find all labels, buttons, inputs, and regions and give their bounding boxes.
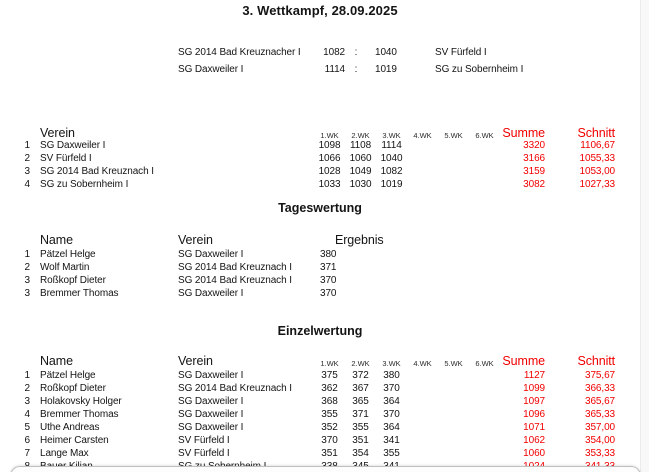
einzelwertung-row [0, 396, 649, 409]
rank-cell: 3 [24, 288, 30, 299]
name-cell: Roßkopf Dieter [40, 383, 106, 394]
summe-cell: 3159 [523, 166, 545, 177]
match-away-team: SV Fürfeld I [435, 47, 487, 58]
summe-cell: 1097 [523, 396, 545, 407]
team-table-row [0, 179, 649, 192]
verein-cell: SG Daxweiler I [40, 140, 106, 151]
einzelwertung-row [0, 435, 649, 448]
verein-cell: SG Daxweiler I [178, 409, 244, 420]
name-cell: Uthe Andreas [40, 422, 100, 433]
verein-cell: SV Fürfeld I [178, 448, 230, 459]
page-right-margin [641, 0, 649, 472]
wk3-column-header: 3.WK [382, 131, 401, 140]
schnitt-cell: 354,00 [585, 435, 615, 446]
match-results [0, 47, 649, 81]
einzelwertung-header [0, 354, 649, 371]
verein-cell: SG 2014 Bad Kreuznach I [178, 275, 292, 286]
wk3-cell: 364 [383, 422, 400, 433]
wk3-cell: 370 [383, 409, 400, 420]
wk2-cell: 1030 [349, 179, 372, 190]
verein-cell: SG Daxweiler I [178, 396, 244, 407]
rank-cell: 1 [24, 140, 30, 151]
wk1-cell: 362 [321, 383, 338, 394]
match-score-separator: : [354, 47, 358, 58]
wk3-cell: 1082 [380, 166, 403, 177]
wk1-cell: 1028 [318, 166, 341, 177]
wk1-column-header: 1.WK [320, 131, 339, 140]
match-away-score: 1019 [375, 64, 397, 75]
wk1-column-header: 1.WK [320, 359, 339, 368]
schnitt-cell: 1055,33 [579, 153, 615, 164]
name-cell: Pätzel Helge [40, 370, 96, 381]
wk1-cell: 370 [321, 435, 338, 446]
rank-cell: 2 [24, 262, 30, 273]
wk6-column-header: 6.WK [475, 359, 494, 368]
summe-cell: 1099 [523, 383, 545, 394]
rank-cell: 3 [24, 396, 30, 407]
wk3-cell: 380 [383, 370, 400, 381]
verein-cell: SG 2014 Bad Kreuznach I [40, 166, 154, 177]
wk2-cell: 354 [352, 448, 369, 459]
rank-cell: 3 [24, 275, 30, 286]
wk3-cell: 364 [383, 396, 400, 407]
team-table-row [0, 140, 649, 153]
schnitt-cell: 1053,00 [579, 166, 615, 177]
wk2-cell: 365 [352, 396, 369, 407]
einzelwertung-row [0, 409, 649, 422]
verein-column-header: Verein [178, 354, 213, 368]
match-home-score: 1082 [323, 47, 345, 58]
name-cell: Roßkopf Dieter [40, 275, 106, 286]
einzelwertung-row [0, 370, 649, 383]
tageswertung-row [0, 262, 649, 275]
ergebnis-cell: 370 [320, 275, 337, 286]
schnitt-cell: 357,00 [585, 422, 615, 433]
wk2-column-header: 2.WK [351, 359, 370, 368]
summe-cell: 3320 [523, 140, 545, 151]
einzelwertung-row [0, 383, 649, 396]
tageswertung-body [0, 249, 649, 301]
match-home-score: 1114 [324, 64, 345, 75]
verein-cell: SG Daxweiler I [178, 288, 244, 299]
match-score-separator: : [354, 64, 358, 75]
rank-cell: 4 [24, 179, 30, 190]
summe-column-header: Summe [502, 126, 545, 140]
rank-cell: 7 [24, 448, 30, 459]
tageswertung-row [0, 288, 649, 301]
name-cell: Heimer Carsten [40, 435, 109, 446]
verein-cell: SG zu Sobernheim I [40, 179, 129, 190]
name-column-header: Name [40, 233, 73, 247]
name-cell: Lange Max [40, 448, 89, 459]
verein-column-header: Verein [178, 233, 213, 247]
schnitt-cell: 353,33 [585, 448, 615, 459]
schnitt-column-header: Schnitt [577, 126, 615, 140]
wk1-cell: 352 [321, 422, 338, 433]
name-cell: Holakovsky Holger [40, 396, 122, 407]
summe-column-header: Summe [502, 354, 545, 368]
wk1-cell: 355 [321, 409, 338, 420]
tageswertung-heading: Tageswertung [278, 201, 362, 215]
wk5-column-header: 5.WK [444, 359, 463, 368]
match-away-score: 1040 [375, 47, 397, 58]
rank-cell: 2 [24, 153, 30, 164]
name-column-header: Name [40, 354, 73, 368]
tageswertung-header [0, 233, 649, 250]
summe-cell: 1060 [523, 448, 545, 459]
einzelwertung-body [0, 370, 649, 472]
page-right-edge [640, 0, 641, 472]
schnitt-cell: 365,67 [585, 396, 615, 407]
match-row [0, 47, 649, 64]
verein-cell: SV Fürfeld I [178, 435, 230, 446]
verein-cell: SG 2014 Bad Kreuznach I [178, 262, 292, 273]
wk1-cell: 351 [321, 448, 338, 459]
summe-cell: 3166 [523, 153, 545, 164]
wk2-cell: 372 [352, 370, 369, 381]
wk5-column-header: 5.WK [444, 131, 463, 140]
wk3-cell: 1114 [381, 140, 402, 151]
wk1-cell: 368 [321, 396, 338, 407]
einzelwertung-heading: Einzelwertung [277, 324, 363, 338]
wk4-column-header: 4.WK [413, 359, 432, 368]
name-cell: Wolf Martin [40, 262, 90, 273]
rank-cell: 6 [24, 435, 30, 446]
einzelwertung-row [0, 422, 649, 435]
verein-cell: SV Fürfeld I [40, 153, 92, 164]
verein-cell: SG Daxweiler I [178, 422, 244, 433]
wk3-cell: 355 [383, 448, 400, 459]
tageswertung-row [0, 249, 649, 262]
wk2-cell: 1049 [349, 166, 372, 177]
einzelwertung-row [0, 448, 649, 461]
summe-cell: 1071 [523, 422, 545, 433]
name-cell: Pätzel Helge [40, 249, 96, 260]
summe-cell: 1062 [523, 435, 545, 446]
match-home-team: SG Daxweiler I [178, 64, 244, 75]
team-table-row [0, 153, 649, 166]
schnitt-cell: 1106,67 [580, 140, 615, 151]
ergebnis-column-header: Ergebnis [335, 233, 384, 247]
wk2-cell: 351 [352, 435, 369, 446]
ergebnis-cell: 380 [320, 249, 337, 260]
rank-cell: 3 [24, 166, 30, 177]
name-cell: Bremmer Thomas [40, 409, 119, 420]
summe-cell: 1127 [523, 370, 545, 381]
schnitt-cell: 1027,33 [579, 179, 615, 190]
rank-cell: 4 [24, 409, 30, 420]
rank-cell: 5 [24, 422, 30, 433]
schnitt-column-header: Schnitt [577, 354, 615, 368]
wk1-cell: 1098 [318, 140, 341, 151]
summe-cell: 3082 [523, 179, 545, 190]
ergebnis-cell: 370 [320, 288, 337, 299]
page-title: 3. Wettkampf, 28.09.2025 [242, 3, 398, 18]
wk3-cell: 1019 [380, 179, 403, 190]
name-cell: Bremmer Thomas [40, 288, 119, 299]
team-table-body [0, 140, 649, 192]
team-table-row [0, 166, 649, 179]
next-page-top-edge [10, 466, 641, 472]
wk6-column-header: 6.WK [475, 131, 494, 140]
wk2-cell: 1108 [349, 140, 372, 151]
wk1-cell: 1033 [318, 179, 341, 190]
match-row [0, 64, 649, 81]
rank-cell: 1 [24, 249, 30, 260]
wk1-cell: 375 [321, 370, 338, 381]
wk2-cell: 355 [352, 422, 369, 433]
wk3-cell: 1040 [380, 153, 403, 164]
schnitt-cell: 375,67 [585, 370, 615, 381]
wk2-cell: 367 [352, 383, 369, 394]
match-home-team: SG 2014 Bad Kreuznacher I [178, 47, 301, 58]
wk3-column-header: 3.WK [382, 359, 401, 368]
verein-cell: SG 2014 Bad Kreuznach I [178, 383, 292, 394]
match-away-team: SG zu Sobernheim I [435, 64, 524, 75]
verein-cell: SG Daxweiler I [178, 370, 244, 381]
wk2-cell: 1060 [349, 153, 372, 164]
wk1-cell: 1066 [318, 153, 341, 164]
wk2-column-header: 2.WK [351, 131, 370, 140]
rank-cell: 1 [24, 370, 30, 381]
summe-cell: 1096 [523, 409, 545, 420]
verein-column-header: Verein [40, 126, 75, 140]
tageswertung-row [0, 275, 649, 288]
wk2-cell: 371 [352, 409, 369, 420]
wk3-cell: 370 [383, 383, 400, 394]
rank-cell: 2 [24, 383, 30, 394]
verein-cell: SG Daxweiler I [178, 249, 244, 260]
schnitt-cell: 365,33 [585, 409, 615, 420]
wk4-column-header: 4.WK [413, 131, 432, 140]
ergebnis-cell: 371 [320, 262, 337, 273]
wk3-cell: 341 [383, 435, 400, 446]
schnitt-cell: 366,33 [585, 383, 615, 394]
